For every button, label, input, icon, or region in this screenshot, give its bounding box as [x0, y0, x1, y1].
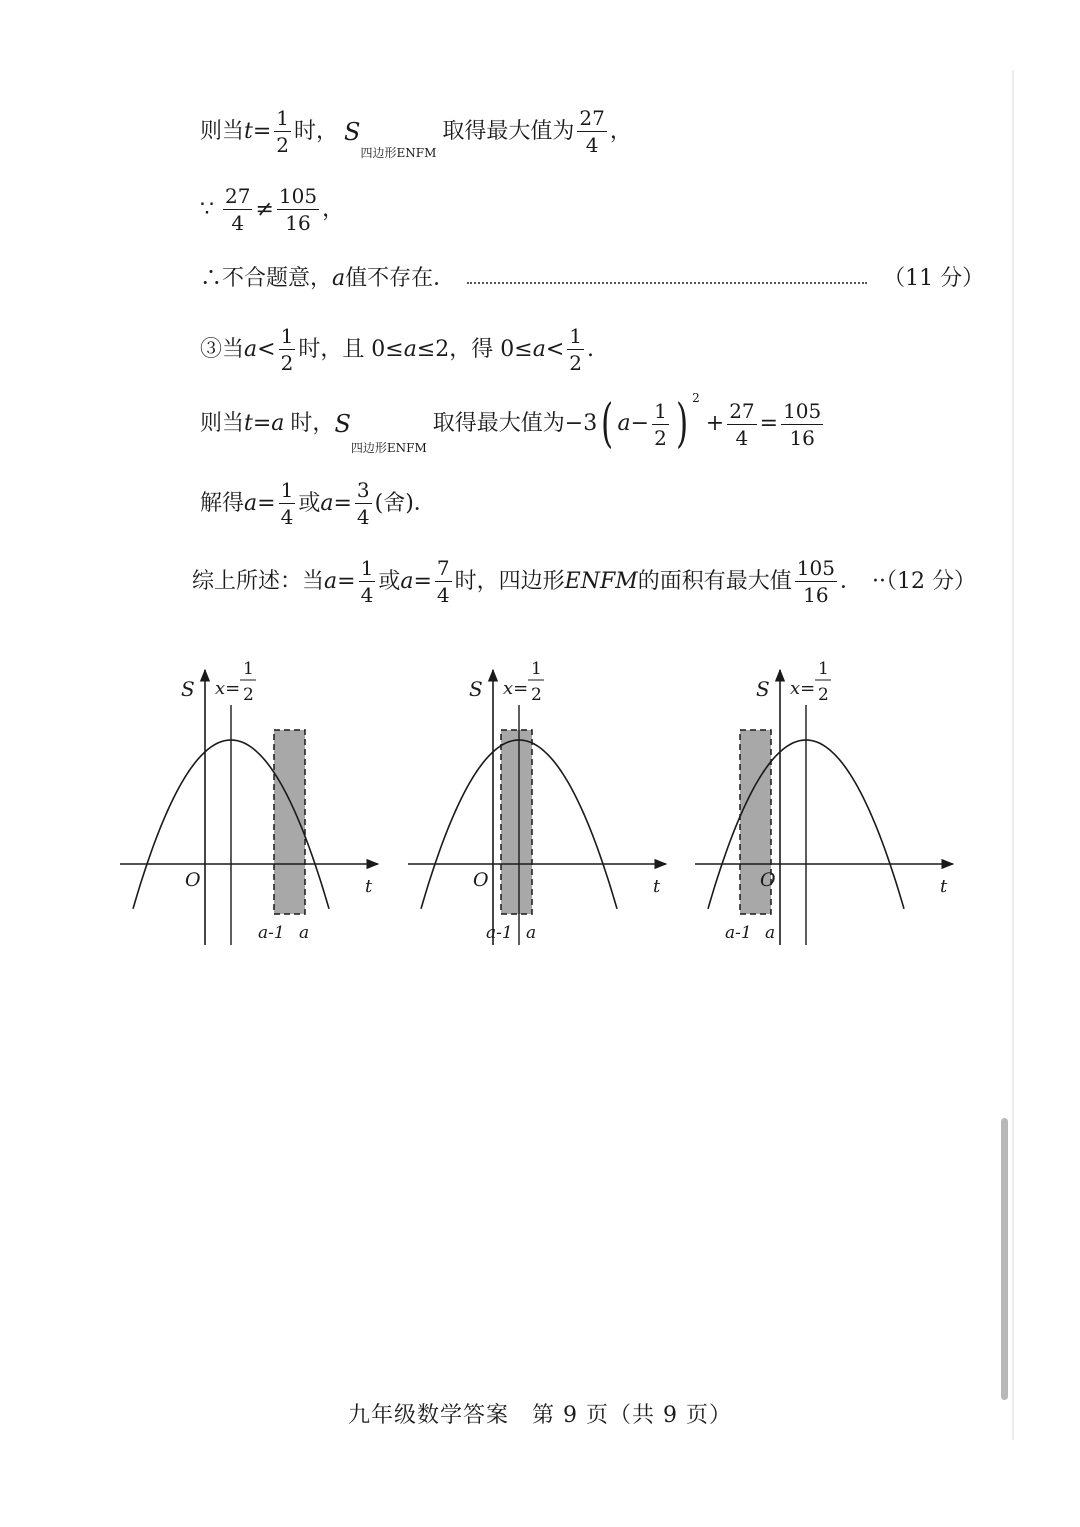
symmetry-label: x= [215, 678, 241, 699]
half-numerator: 1 [243, 659, 254, 679]
t-axis-label: t [940, 876, 948, 897]
text: ∴不合题意， [200, 266, 333, 291]
fraction-105-16: $\frac{105}{16}$ [783, 398, 822, 450]
solution-line-1: 则当 t = $\frac{1}{2}$ 时， S 四边形ENFM 取得最大值为 $\frac{27}{4}$ ， [200, 106, 632, 160]
label-a: a [526, 923, 537, 943]
solution-line-5: 则当 t = a 时， S 四边形ENFM 取得最大值为 −3 ( a − $\frac{1}{2}$ ) 2 + $\frac{27}{4}$ = $\frac{105}{16}$ [200, 391, 822, 455]
s-axis-label: S [756, 677, 770, 701]
score-11: （11 分） [883, 266, 985, 291]
half-numerator: 1 [818, 659, 829, 679]
scrollbar-thumb[interactable] [1001, 1118, 1008, 1400]
fraction-half: $\frac{1}{2}$ [276, 106, 290, 157]
origin-label: O [473, 869, 489, 891]
area-subscript: 四边形ENFM [350, 441, 427, 455]
t-axis-label: t [653, 876, 661, 897]
fraction-27-4: $\frac{27}{4}$ [729, 398, 755, 450]
area-subscript: 四边形ENFM [360, 146, 437, 160]
fraction-105-16: $\frac{105}{16}$ [278, 184, 318, 235]
text: 时， [294, 118, 339, 144]
parabola-diagrams [110, 650, 970, 960]
fraction-27-4: $\frac{27}{4}$ [579, 106, 605, 157]
fraction-half: $\frac{1}{2}$ [569, 324, 583, 375]
symmetry-label: x= [790, 678, 816, 699]
symmetry-label: x= [503, 678, 529, 699]
var-a: a [332, 266, 346, 291]
solution-line-3 [200, 268, 984, 290]
fraction-1-4: $\frac{1}{4}$ [360, 556, 374, 607]
diagram-1 [120, 659, 378, 945]
area-symbol: S [344, 117, 361, 146]
because-symbol: ∵ [200, 196, 214, 222]
fraction-1-4: $\frac{1}{4}$ [280, 478, 294, 529]
solution-line-4: ③当 a < $\frac{1}{2}$ 时，且 0≤ a ≤2，得 0≤ a < $\frac{1}{2}$ . [200, 324, 595, 375]
half-denominator: 2 [243, 685, 254, 705]
dotted-leader [467, 282, 867, 284]
label-a-minus-1: a-1 [258, 923, 285, 943]
s-axis-label: S [469, 677, 483, 701]
text: 取得最大值为 [442, 118, 575, 144]
var-t: t [244, 118, 253, 144]
fraction-half: $\frac{1}{2}$ [654, 398, 667, 450]
area-symbol: S [334, 410, 351, 438]
not-equal: ≠ [255, 196, 274, 222]
label-a: a [765, 923, 776, 943]
score-12: ··（12 分） [871, 568, 976, 594]
fraction-27-4: $\frac{27}{4}$ [225, 184, 251, 235]
page-footer: 九年级数学答案 第 9 页（共 9 页） [348, 1403, 732, 1428]
text: 则当 [200, 118, 245, 144]
origin-label: O [760, 869, 776, 891]
fraction-105-16: $\frac{105}{16}$ [796, 556, 835, 607]
shaded-strip [501, 730, 532, 914]
equals: = [252, 118, 272, 144]
t-axis-label: t [365, 876, 373, 897]
diagram-2 [408, 659, 666, 945]
s-axis-label: S [181, 677, 195, 701]
solution-line-6: 解得 a = $\frac{1}{4}$ 或 a = $\frac{3}{4}$ (舍)． [200, 478, 436, 529]
fraction-half: $\frac{1}{2}$ [280, 324, 294, 375]
diagram-3 [695, 659, 953, 945]
fraction-3-4: $\frac{3}{4}$ [356, 478, 370, 529]
origin-label: O [185, 869, 201, 891]
label-a-minus-1: a-1 [486, 923, 513, 943]
solution-line-2: ∵ $\frac{27}{4}$ ≠ $\frac{105}{16}$ ， [200, 184, 345, 235]
label-a: a [299, 923, 310, 943]
page-edge-divider [1012, 70, 1014, 1440]
half-denominator: 2 [531, 685, 542, 705]
exponent: 2 [692, 391, 700, 405]
half-numerator: 1 [531, 659, 542, 679]
fraction-7-4: $\frac{7}{4}$ [436, 556, 450, 607]
label-a-minus-1: a-1 [725, 923, 752, 943]
text: ③当 [200, 336, 245, 362]
solution-line-7: 综上所述：当 a = $\frac{1}{4}$ 或 a = $\frac{7}{4}$ 时，四边形 ENFM 的面积有最大值 $\frac{105}{16}$ ． ··（12 分） [192, 556, 976, 607]
text: 值不存在． [345, 266, 456, 291]
half-denominator: 2 [818, 685, 829, 705]
shaded-strip [274, 730, 305, 914]
